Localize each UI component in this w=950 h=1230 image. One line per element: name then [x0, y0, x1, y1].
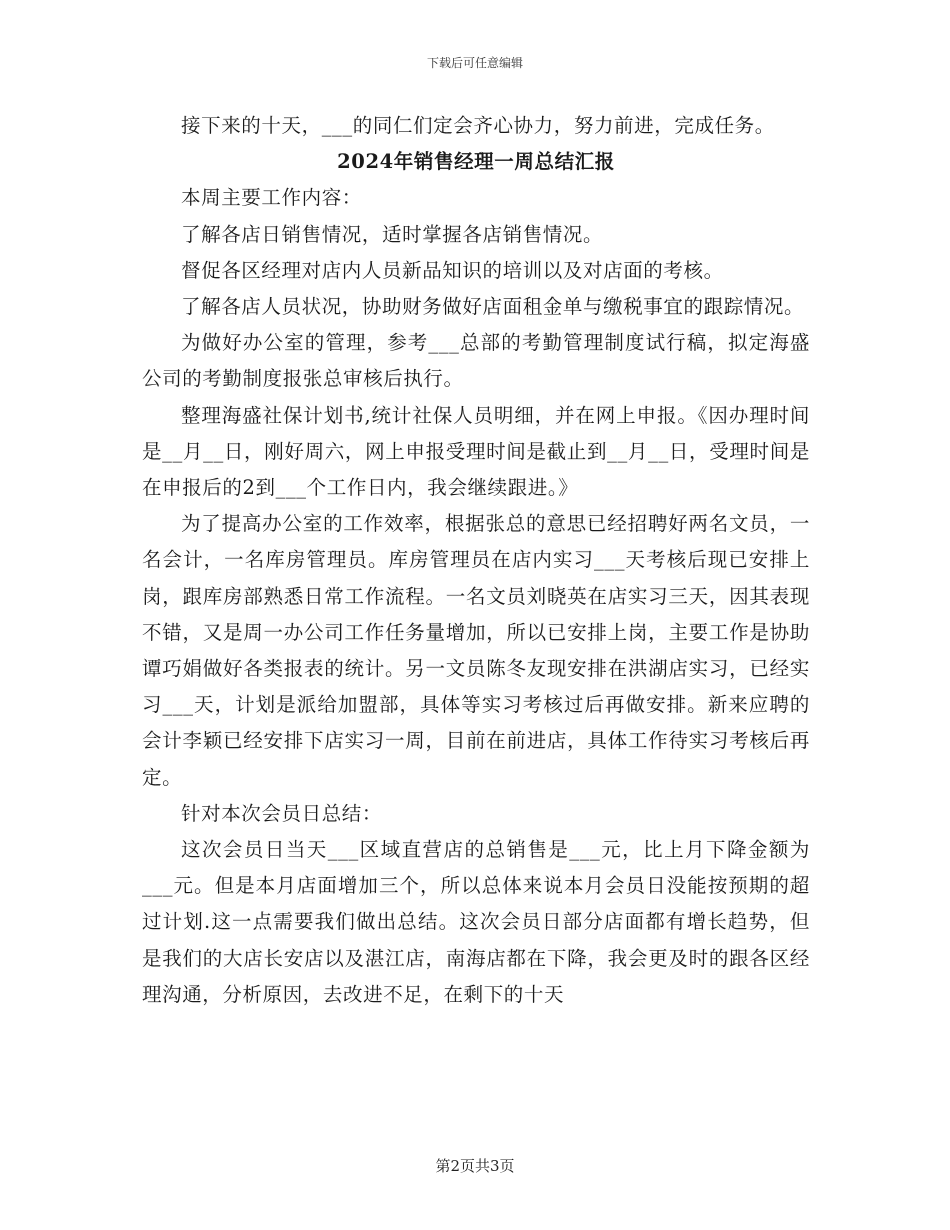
paragraph-training: 督促各区经理对店内人员新品知识的培训以及对店面的考核。 — [181, 258, 724, 282]
page-header-note: 下载后可任意编辑 — [426, 56, 523, 70]
intro-paragraph: 接下来的十天，___的同仁们定会齐心协力，努力前进，完成任务。 — [181, 114, 775, 137]
paragraph-recruitment: 为了提高办公室的工作效率，根据张总的意思已经招聘好两名文员，一名会计，一名库房管理员。库房管理员在店内实习___天考核后现已安排上岗，跟库房部熟悉日常工作流程。一名文员刘晓英在店实习三天，因其表现不错，又是周一办公司工作任务量增加，所以已安排上岗，主要工作是协助谭巧娟做好各类报表的统计。另一文员陈冬友现安排在洪湖店实习，已经实习___天，计划是派给加盟部，具体等实习考核过后再做安排。新来应聘的会计李颖已经安排下店实习一周，目前在前进店，具体工作待实习考核后再定。 — [142, 512, 810, 789]
paragraph-attendance: 为做好办公室的管理，参考___总部的考勤管理制度试行稿，拟定海盛公司的考勤制度报张总审核后执行。 — [142, 331, 810, 391]
paragraph-work-content-heading: 本周主要工作内容： — [181, 186, 362, 210]
page-number: 第2页共3页 — [435, 1157, 515, 1175]
paragraph-member-day-heading: 针对本次会员日总结： — [181, 801, 383, 825]
document-title: 2024年销售经理一周总结汇报 — [337, 150, 615, 174]
document-body — [142, 108, 810, 1013]
paragraph-staff-status: 了解各店人员状况，协助财务做好店面租金单与缴税事宜的跟踪情况。 — [181, 295, 805, 319]
paragraph-social-security: 整理海盛社保计划书,统计社保人员明细，并在网上申报。《因办理时间是__月__日，刚好周六，网上申报受理时间是截止到__月__日，受理时间是在申报后的2到___个工作日内，我会继续跟进。》 — [142, 403, 810, 500]
paragraph-member-day-summary: 这次会员日当天___区域直营店的总销售是___元，比上月下降金额为___元。但是本月店面增加三个，所以总体来说本月会员日没能按预期的超过计划.这一点需要我们做出总结。这次会员日部分店面都有增长趋势，但是我们的大店长安店以及湛江店，南海店都在下降，我会更及时的跟各区经理沟通，分析原因，去改进不足，在剩下的十天 — [142, 838, 810, 1006]
paragraph-sales-status: 了解各店日销售情况，适时掌握各店销售情况。 — [181, 222, 604, 246]
